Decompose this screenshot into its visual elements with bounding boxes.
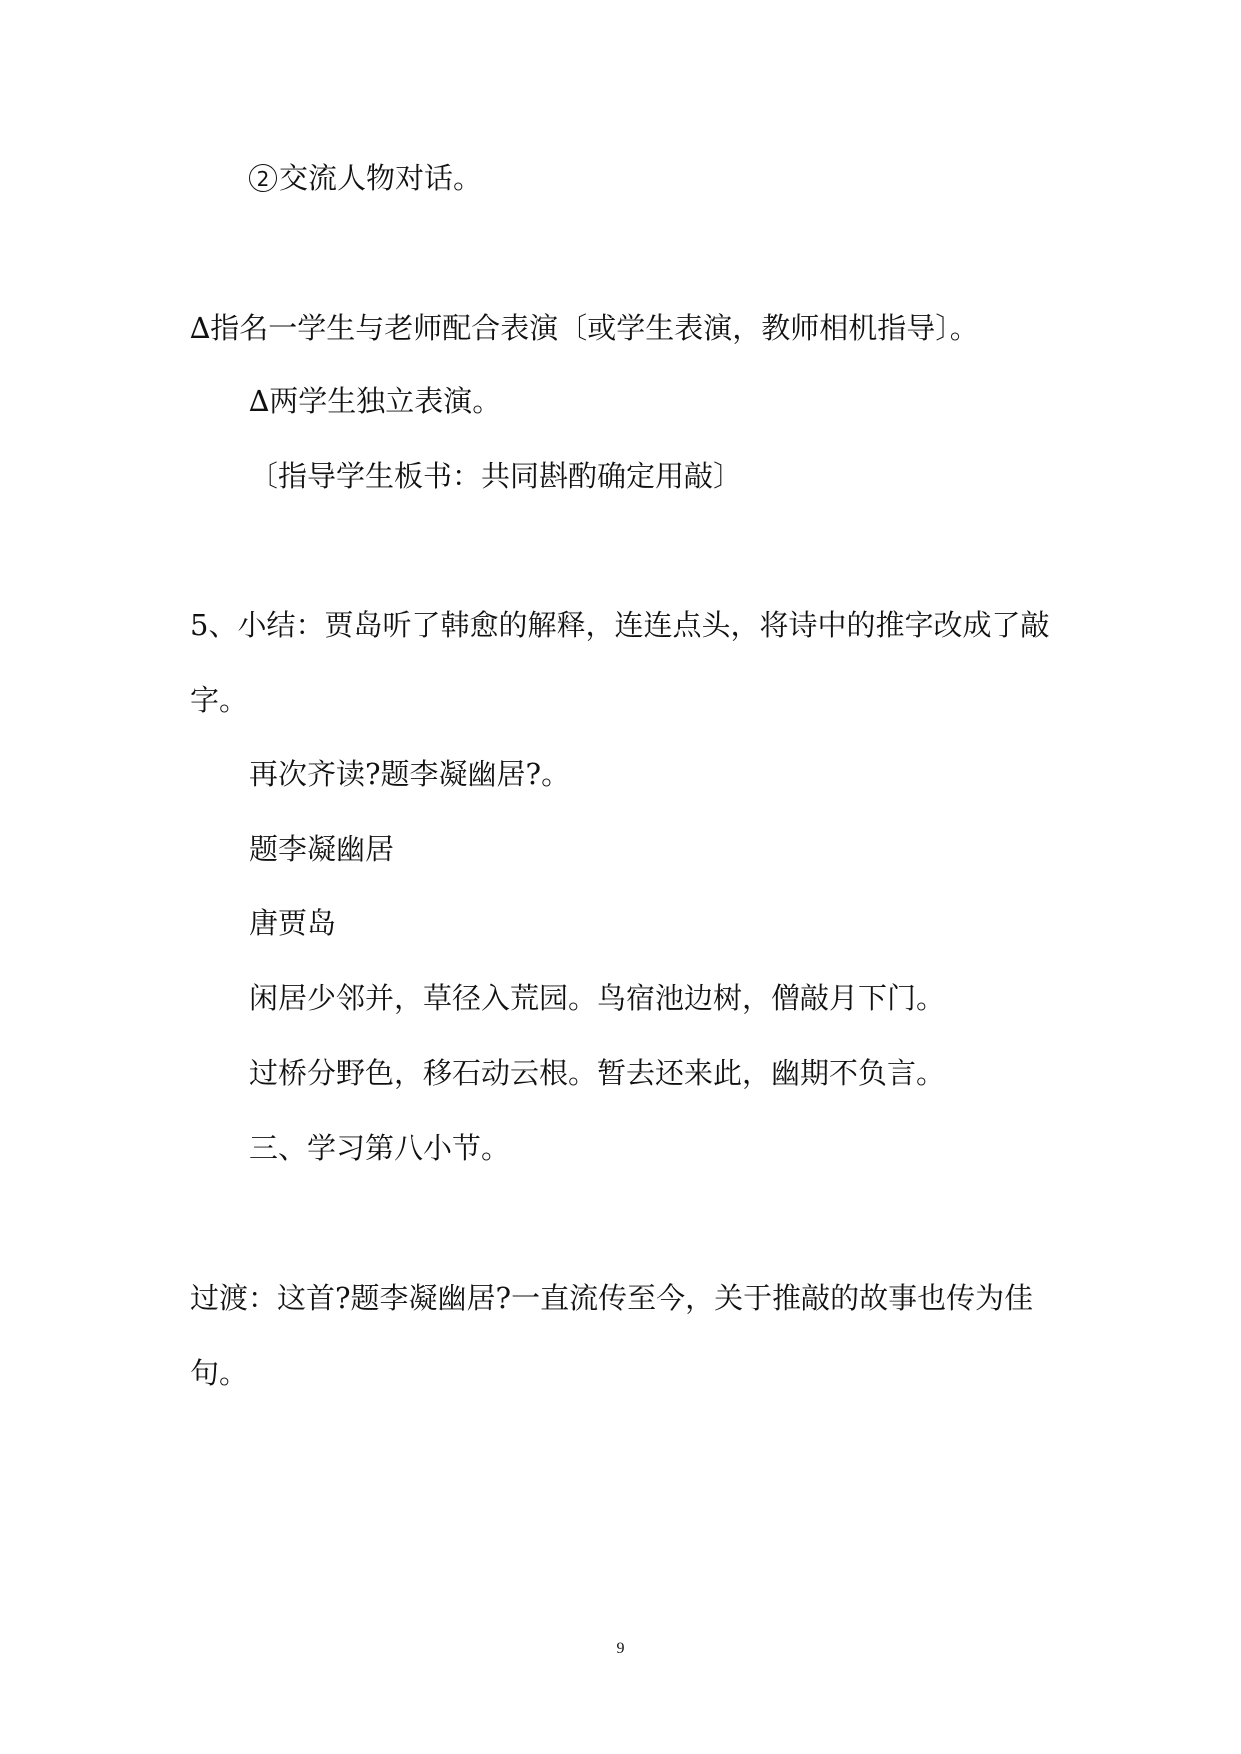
- performance-instruction-line: ∆指名一学生与老师配合表演〔或学生表演，教师相机指导〕。: [190, 311, 979, 345]
- dialogue-exchange-text: 交流人物对话。: [279, 161, 483, 195]
- poem-author: 唐贾岛: [249, 906, 337, 940]
- summary-line-continued: 字。: [190, 683, 249, 717]
- page-number: 9: [616, 1640, 625, 1657]
- independent-performance-line: ∆两学生独立表演。: [249, 384, 502, 418]
- summary-line: 5、小结：贾岛听了韩愈的解释，连连点头，将诗中的推字改成了敲: [190, 608, 1050, 642]
- dialogue-exchange-line: [249, 160, 482, 196]
- reread-instruction-line: 再次齐读?题李凝幽居?。: [249, 757, 571, 791]
- transition-line-continued: 句。: [190, 1356, 249, 1390]
- poem-verse-1: 闲居少邻并，草径入荒园。鸟宿池边树，僧敲月下门。: [249, 981, 946, 1015]
- blackboard-note-line: 〔指导学生板书：共同斟酌确定用敲〕: [249, 459, 743, 493]
- circled-number-marker: 2: [249, 164, 277, 192]
- poem-title: 题李凝幽居: [249, 832, 395, 866]
- transition-line: 过渡：这首?题李凝幽居?一直流传至今，关于推敲的故事也传为佳: [190, 1281, 1034, 1315]
- section-heading: 三、学习第八小节。: [249, 1131, 511, 1165]
- poem-verse-2: 过桥分野色，移石动云根。暂去还来此，幽期不负言。: [249, 1056, 946, 1090]
